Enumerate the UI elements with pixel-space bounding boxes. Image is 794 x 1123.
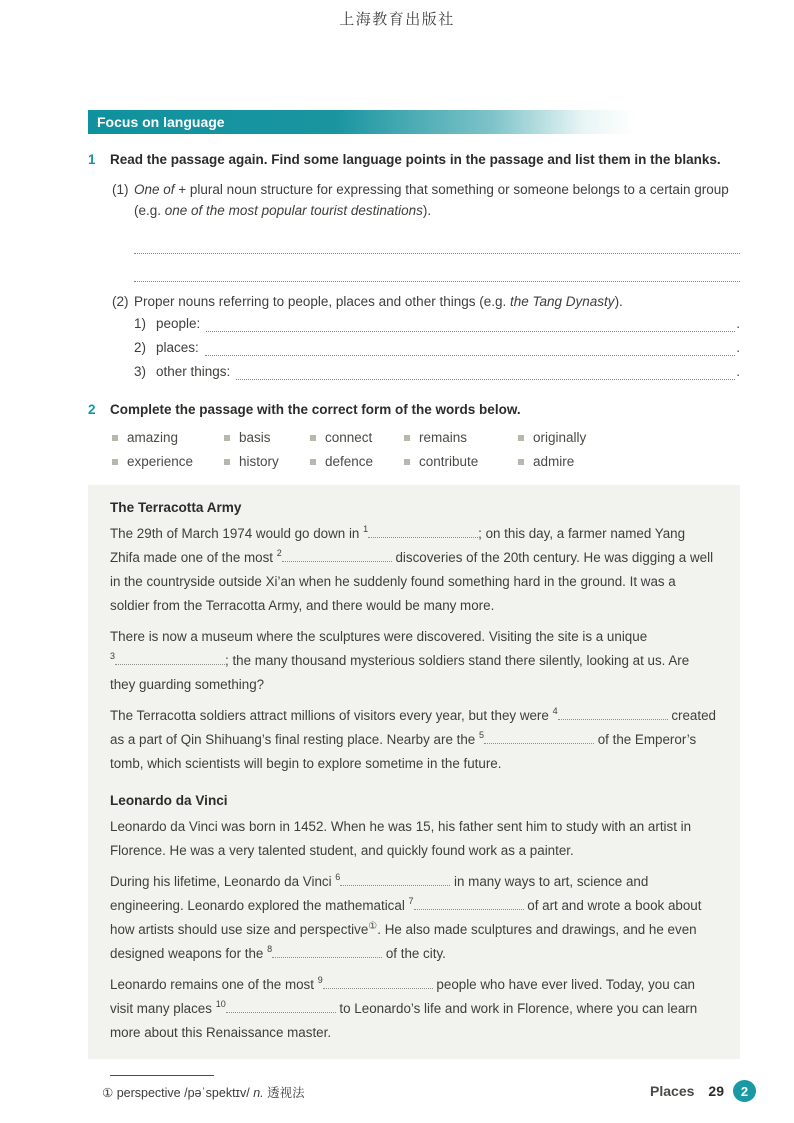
word-bank-item xyxy=(112,428,224,448)
footnote-text xyxy=(88,1083,740,1101)
footnote-phonetic: /pəˈspektɪv/ xyxy=(184,1086,250,1100)
word-bank-item xyxy=(404,452,518,472)
word-label: experience xyxy=(127,454,194,469)
text-run: ; the many thousand mysterious soldiers stand there silently, looking at us. Are they guarding something? xyxy=(110,653,690,692)
publisher-header: 上海教育出版社 xyxy=(339,11,455,28)
passage2-paragraph-1 xyxy=(110,815,718,863)
blank-number: 4 xyxy=(552,706,558,716)
word-bank-row-1 xyxy=(112,428,740,448)
dotted-line xyxy=(484,730,594,744)
footnote-word: perspective xyxy=(116,1086,181,1100)
line-end-period: . xyxy=(736,316,740,331)
fill-blank-10[interactable] xyxy=(216,1001,336,1016)
page-content xyxy=(88,110,740,1101)
text-run: + plural noun structure for expressing that something or someone belongs to a certain group (e.g. xyxy=(134,182,729,218)
footnote-pos: n. xyxy=(253,1086,264,1100)
sub-item-number: 2) xyxy=(134,340,147,355)
dotted-line xyxy=(368,524,478,538)
fill-blank-9[interactable] xyxy=(318,977,433,992)
dotted-line xyxy=(272,944,382,958)
passage2-paragraph-2 xyxy=(110,870,718,966)
text-run: Proper nouns referring to people, places and other things (e.g. xyxy=(134,294,510,309)
section-banner-label: Focus on language xyxy=(97,114,225,130)
text-run: The 29th of March 1974 would go down in xyxy=(110,526,364,541)
exercise2-title: Complete the passage with the correct form of the words below. xyxy=(110,402,521,417)
dotted-line xyxy=(226,999,336,1013)
square-bullet-icon xyxy=(112,435,118,441)
word-label: contribute xyxy=(419,454,479,469)
text-run: During his lifetime, Leonardo da Vinci xyxy=(110,874,336,889)
text-run: in many ways to art, science and engineering. Leonardo explored the mathematical xyxy=(110,874,649,913)
footer-section-label: Places xyxy=(650,1083,695,1099)
italic-example: one of the most popular tourist destinations xyxy=(164,203,423,218)
word-bank-item xyxy=(518,452,740,472)
page-footer xyxy=(650,1080,756,1102)
sub-item-places xyxy=(134,336,740,360)
answer-blank-people[interactable] xyxy=(206,316,735,332)
fill-blank-1[interactable] xyxy=(363,526,478,541)
dotted-line xyxy=(115,651,225,665)
footnote-divider xyxy=(110,1075,214,1076)
blank-number: 7 xyxy=(408,896,414,906)
footnote-marker: ① xyxy=(102,1086,114,1100)
footnote xyxy=(88,1075,740,1101)
exercise1-item-2 xyxy=(88,291,740,312)
exercise1-title: Read the passage again. Find some language points in the passage and list them in the blanks. xyxy=(110,152,721,167)
sub-item-label: places: xyxy=(156,340,199,355)
passage-box xyxy=(88,485,740,1059)
word-bank-item xyxy=(112,452,224,472)
word-bank-row-2 xyxy=(112,452,740,472)
line-end-period: . xyxy=(736,340,740,355)
passage1-paragraph-1 xyxy=(110,522,718,618)
exercise1-number: 1 xyxy=(88,152,96,167)
square-bullet-icon xyxy=(404,459,410,465)
footnote-ref-marker: ① xyxy=(368,921,378,932)
square-bullet-icon xyxy=(310,459,316,465)
answer-line-2[interactable] xyxy=(134,254,740,282)
square-bullet-icon xyxy=(518,459,524,465)
blank-number: 6 xyxy=(335,872,341,882)
item2-text xyxy=(134,291,740,312)
item1-label: (1) xyxy=(112,182,129,197)
dotted-line xyxy=(323,975,433,989)
text-run: Leonardo da Vinci was born in 1452. When he was 15, his father sent him to study with an artist in Florence. He was a very talented student, and quickly found work as a painter. xyxy=(110,819,692,858)
passage1-paragraph-2 xyxy=(110,625,718,697)
dotted-line xyxy=(558,706,668,720)
word-bank-item xyxy=(310,452,404,472)
word-bank-item xyxy=(518,428,740,448)
word-label: originally xyxy=(533,430,587,445)
square-bullet-icon xyxy=(112,459,118,465)
line-end-period: . xyxy=(736,364,740,379)
text-run: people who have ever lived. Today, you can visit many places xyxy=(110,977,695,1016)
word-bank-item xyxy=(224,452,310,472)
blank-number: 10 xyxy=(215,999,226,1009)
answer-blank-other-things[interactable] xyxy=(236,364,735,380)
text-run: of the Emperor’s tomb, which scientists will begin to explore sometime in the future. xyxy=(110,732,697,771)
word-bank-item xyxy=(224,428,310,448)
text-run: of the city. xyxy=(382,946,446,961)
passage1-paragraph-3 xyxy=(110,704,718,776)
text-run: ). xyxy=(422,203,432,218)
exercise-1 xyxy=(88,149,740,384)
text-run: created as a part of Qin Shihuang’s final resting place. Nearby are the xyxy=(110,708,716,747)
word-bank-item xyxy=(404,428,518,448)
answer-blank-places[interactable] xyxy=(205,340,735,356)
blank-number: 8 xyxy=(267,944,273,954)
text-run: . He also made sculptures and drawings, and he even designed weapons for the xyxy=(110,922,697,961)
fill-blank-6[interactable] xyxy=(335,874,450,889)
word-label: admire xyxy=(533,454,575,469)
blank-number: 5 xyxy=(478,730,484,740)
word-bank xyxy=(88,428,740,472)
blank-number: 9 xyxy=(317,975,323,985)
footer-page-number: 29 xyxy=(708,1083,724,1099)
section-banner xyxy=(88,110,740,134)
text-run: ). xyxy=(614,294,623,309)
fill-blank-7[interactable] xyxy=(409,898,524,913)
passage1-title: The Terracotta Army xyxy=(110,500,242,515)
passage2-title: Leonardo da Vinci xyxy=(110,793,228,808)
word-label: connect xyxy=(325,430,373,445)
sub-item-people xyxy=(134,312,740,336)
word-bank-item xyxy=(310,428,404,448)
word-label: basis xyxy=(239,430,271,445)
exercise1-item-1 xyxy=(88,179,740,221)
text-run: discoveries of the 20th century. He was digging a well in the countryside outside Xi’an when he suddenly found something hard in the ground. It was a soldier from the Terracotta Army, and there would be many more. xyxy=(110,550,714,613)
fill-blank-8[interactable] xyxy=(267,946,382,961)
word-label: amazing xyxy=(127,430,179,445)
word-label: history xyxy=(239,454,279,469)
passage2-paragraph-3 xyxy=(110,973,718,1045)
text-run: Leonardo remains one of the most xyxy=(110,977,318,992)
unit-badge: 2 xyxy=(733,1080,756,1102)
blank-number: 1 xyxy=(363,524,369,534)
item2-label: (2) xyxy=(112,294,129,309)
square-bullet-icon xyxy=(224,435,230,441)
dotted-line xyxy=(414,896,524,910)
blank-number: 3 xyxy=(110,651,116,661)
sub-item-other-things xyxy=(134,360,740,384)
sub-item-number: 3) xyxy=(134,364,147,379)
text-run: The Terracotta soldiers attract millions of visitors every year, but they were xyxy=(110,708,553,723)
text-run: There is now a museum where the sculptures were discovered. Visiting the site is a unique xyxy=(110,629,648,644)
exercise-2 xyxy=(88,399,740,1101)
fill-blank-5[interactable] xyxy=(479,732,594,747)
square-bullet-icon xyxy=(518,435,524,441)
blank-number: 2 xyxy=(276,548,282,558)
square-bullet-icon xyxy=(310,435,316,441)
italic-example: the Tang Dynasty xyxy=(509,294,615,309)
fill-blank-4[interactable] xyxy=(553,708,668,723)
footnote-meaning: 透视法 xyxy=(267,1086,305,1100)
square-bullet-icon xyxy=(224,459,230,465)
answer-line-1[interactable] xyxy=(134,226,740,254)
exercise2-number: 2 xyxy=(88,402,96,417)
text-run: to Leonardo’s life and work in Florence, where you can learn more about this Renaissance master. xyxy=(110,1001,698,1040)
dotted-line xyxy=(282,548,392,562)
sub-item-number: 1) xyxy=(134,316,147,331)
dotted-line xyxy=(340,872,450,886)
text-run: ; on this day, a farmer named Yang Zhifa made one of the most xyxy=(110,526,686,565)
text-run: of art and wrote a book about how artists should use size and perspective xyxy=(110,898,702,937)
square-bullet-icon xyxy=(404,435,410,441)
fill-blank-2[interactable] xyxy=(277,550,392,565)
sub-item-label: other things: xyxy=(156,364,231,379)
italic-structure-term: One of xyxy=(134,182,175,197)
item1-text xyxy=(134,179,740,221)
word-label: remains xyxy=(419,430,468,445)
word-label: defence xyxy=(325,454,374,469)
sub-item-label: people: xyxy=(156,316,201,331)
exercise1-heading xyxy=(88,149,740,170)
fill-blank-3[interactable] xyxy=(110,653,225,668)
exercise2-heading xyxy=(88,399,740,420)
